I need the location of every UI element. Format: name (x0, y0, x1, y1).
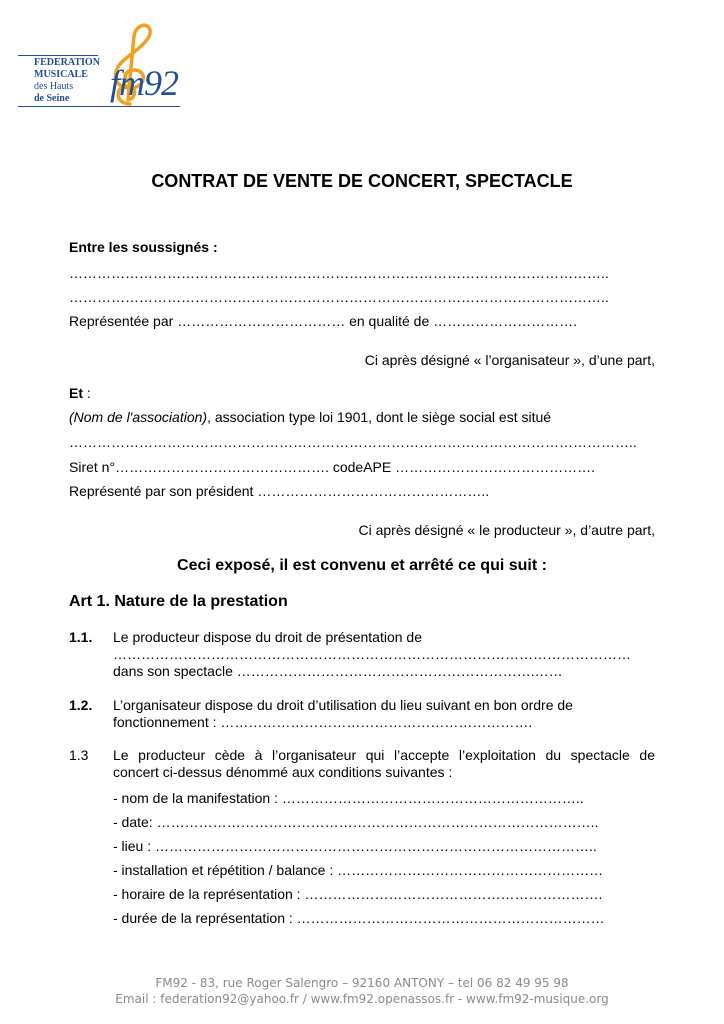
article1-3-line1: Le producteur cède à l’organisateur qui l’accepte l’exploitation du spectacle de (113, 747, 655, 763)
article1-3-line2: concert ci-dessus dénommé aux conditions suivantes : (113, 764, 453, 780)
party2-ape-label: codeAPE (332, 459, 392, 475)
party1-rep-label: Représentée par (69, 313, 174, 329)
agreement-statement: Ceci exposé, il est convenu et arrêté ce qui suit : (177, 557, 547, 574)
party2-president-dots: ………………………………………….. (257, 483, 490, 499)
party2-heading (69, 384, 91, 402)
party2-heading-colon: : (83, 385, 91, 401)
logo-rule-bottom (18, 106, 180, 107)
article1-2-line1: L’organisateur dispose du droit d’utilisation du lieu suivant en bon ordre de (113, 697, 573, 713)
party2-association-name: (Nom de l'association) (69, 409, 208, 425)
party1-quality-label: en qualité de (349, 313, 430, 329)
page-title: CONTRAT DE VENTE DE CONCERT, SPECTACLE (151, 171, 573, 191)
logo-text-line3: des Hauts (34, 81, 74, 92)
logo-text-line1: FEDERATION (34, 57, 100, 68)
party1-blank-line-2: …………………………………………………………………………………………………….. (69, 289, 609, 305)
article1-2-number: 1.2. (69, 697, 93, 713)
article1-1-number: 1.1. (69, 629, 93, 645)
logo-text-line2: MUSICALE (34, 69, 88, 80)
party2-siret-label: Siret n° (69, 459, 116, 475)
party1-representative-line (69, 312, 577, 330)
party2-association-line (69, 408, 551, 426)
condition-place: - lieu : ………………………………………………………………………………….. (113, 838, 597, 854)
party2-address-dots: ………………………………………………………………………………………………………….. (69, 434, 637, 450)
condition-date: - date: ………………………………………………………………………………….. (113, 814, 599, 830)
article1-heading: Art 1. Nature de la prestation (69, 593, 288, 610)
party1-rep-dots: ……………………………… (177, 313, 346, 329)
logo-mark: fm92 (110, 63, 178, 103)
article1-3-number: 1.3 (69, 747, 89, 763)
article1-1-line2: ………………………………………………………………………………………………… (113, 646, 631, 662)
party1-designation: Ci après désigné « l’organisateur », d’une part, (364, 352, 655, 368)
logo-text-line4: de Seine (34, 93, 70, 104)
footer-address: FM92 - 83, rue Roger Salengro – 92160 ANTONY – tel 06 82 49 95 98 (155, 976, 569, 990)
party1-blank-line-1: …………………………………………………………………………………………………….. (69, 265, 609, 281)
article1-2-line2: fonctionnement : …………………………………………………………. (113, 714, 533, 730)
article1-1-line3: dans son spectacle ……………………………………………………….…… (113, 663, 563, 679)
party2-president-line (69, 482, 489, 500)
condition-event-name: - nom de la manifestation : ……………………………………………………….. (113, 790, 584, 806)
logo-rule-top (18, 55, 98, 56)
party2-president-label: Représenté par son président (69, 483, 254, 499)
party1-quality-dots: …………………………. (433, 313, 578, 329)
party2-siret-dots: ………………………………………. (115, 459, 329, 475)
party2-siret-line (69, 458, 595, 476)
footer-contacts: Email : federation92@yahoo.fr / www.fm92.openassos.fr - www.fm92-musique.org (115, 992, 609, 1006)
party2-designation: Ci après désigné « le producteur », d’autre part, (358, 522, 655, 538)
party2-association-text: , association type loi 1901, dont le siège social est situé (207, 409, 552, 425)
condition-setup-rehearsal: - installation et répétition / balance : ………………………………………………… (113, 862, 604, 878)
party2-ape-dots: ……………………………………. (395, 459, 595, 475)
party2-heading-label: Et (69, 385, 83, 401)
article1-1-line1: Le producteur dispose du droit de présentation de (113, 629, 422, 645)
party1-heading: Entre les soussignés : (69, 239, 218, 255)
condition-schedule: - horaire de la représentation : ………………………………………………………. (113, 886, 603, 902)
condition-duration: - durée de la représentation : ………………………………………………………… (113, 910, 605, 926)
